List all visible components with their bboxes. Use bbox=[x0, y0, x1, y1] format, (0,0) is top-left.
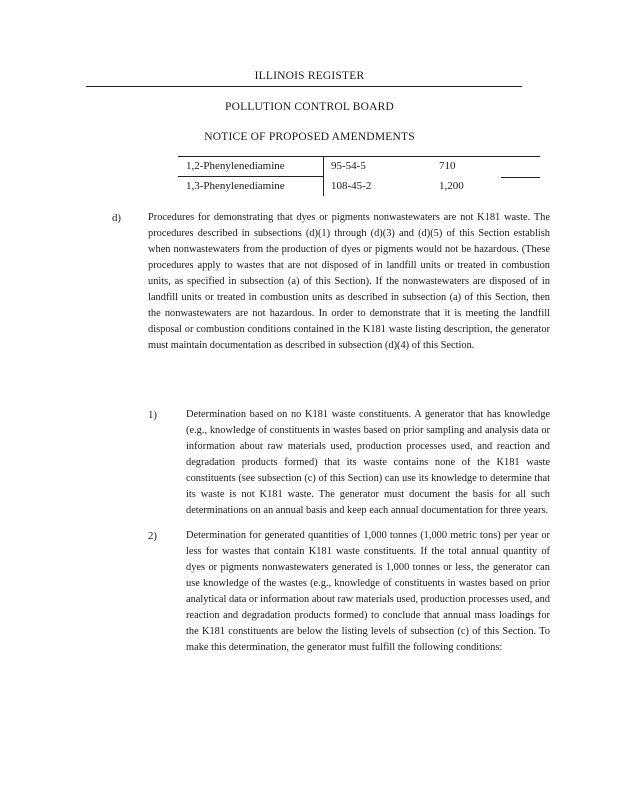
register-title: ILLINOIS REGISTER bbox=[254, 70, 365, 82]
item-1-paragraph: Determination based on no K181 waste constituents. A generator that has knowledge (e.g., knowledge of constituents in wastes based on prior sampling and analysis data or information about raw materials used, production processes used, and reaction and degradation products formed) that its waste contains none of the K181 waste constituents (see subsection (c) of this Section) can use its knowledge to determine that its waste is not K181 waste. The generator must document the basis for all such determinations on an annual basis and keep each annual documentation for three years. bbox=[186, 409, 550, 516]
item-1-marker: 1) bbox=[148, 409, 157, 421]
table-right-rule bbox=[501, 177, 540, 178]
table-row-1-level: 710 bbox=[439, 160, 456, 172]
table-row-rule bbox=[178, 176, 323, 177]
table-row-2-level: 1,200 bbox=[439, 180, 464, 192]
section-d-marker: d) bbox=[112, 212, 121, 224]
table-top-rule bbox=[178, 156, 540, 157]
item-2-marker: 2) bbox=[148, 530, 157, 542]
table-row-2-name: 1,3-Phenylenediamine bbox=[186, 180, 285, 192]
header-rule bbox=[86, 86, 522, 87]
table-row-1-cas: 95-54-5 bbox=[331, 160, 366, 172]
board-title: POLLUTION CONTROL BOARD bbox=[224, 101, 394, 113]
table-row-2-cas: 108-45-2 bbox=[331, 180, 372, 192]
item-2-paragraph: Determination for generated quantities of 1,000 tonnes (1,000 metric tons) per year or less for wastes that contain K181 waste constituents. If the total annual quantity of dyes or pigments nonwastewaters generated is 1,000 tonnes or less, the generator can use knowledge of the wastes (e.g., knowledge of constituents in wastes based on prior analytical data or information about raw materials used, production processes used, and reaction and degradation products formed) to conclude that annual mass loadings for the K181 constituents are below the listing levels of subsection (c) of this Section. To make this determination, the generator must fulfill the following conditions: bbox=[186, 530, 550, 653]
table-row-1-name: 1,2-Phenylenediamine bbox=[186, 160, 285, 172]
notice-title: NOTICE OF PROPOSED AMENDMENTS bbox=[204, 131, 415, 143]
table-column-divider bbox=[323, 156, 324, 196]
section-d-paragraph: Procedures for demonstrating that dyes or pigments nonwastewaters are not K181 waste. The procedures described in subsections (d)(1) through (d)(3) and (d)(5) of this Section establish when nonwastewaters from the production of dyes or pigments would not be hazardous. (These procedures apply to wastes that are not disposed of in landfill units or treated in combustion units, as specified in subsection (a) of this Section). If the nonwastewaters are disposed of in landfill units or treated in combustion units as described in subsection (a) of this Section, then the nonwastewaters are not hazardous. In order to demonstrate that it is meeting the landfill disposal or combustion conditions contained in the K181 waste listing description, the generator must maintain documentation as described in subsection (d)(4) of this Section. bbox=[148, 212, 550, 351]
